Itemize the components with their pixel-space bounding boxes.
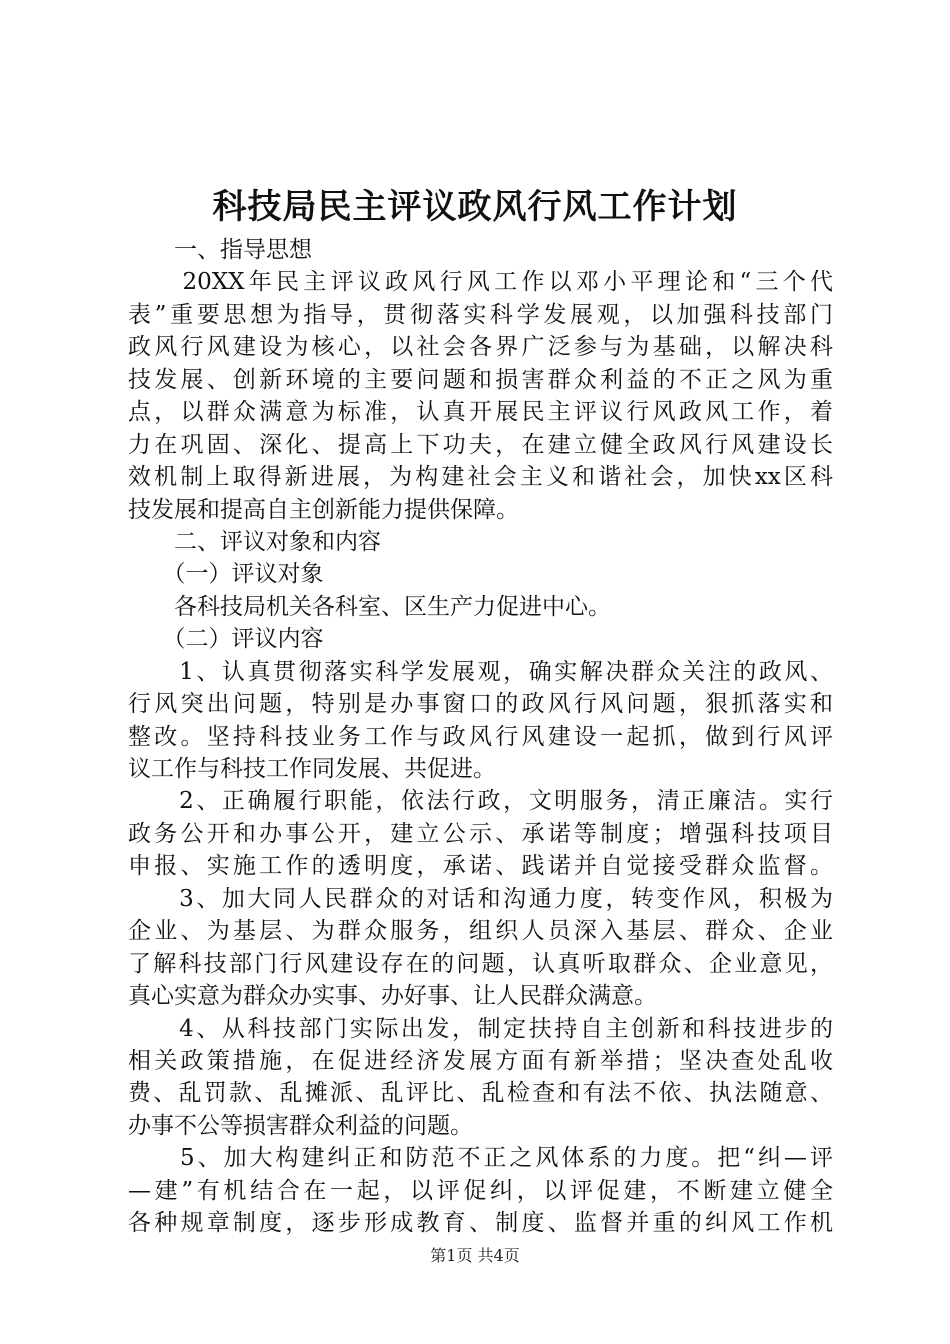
document-title: 科技局民主评议政风行风工作计划 [212,187,738,227]
text-line: 整改。坚持科技业务工作与政风行风建设一起抓，做到行风评 [128,723,833,750]
text-line: 各科技局机关各科室、区生产力促进中心。 [128,593,611,620]
text-line: 点，以群众满意为标准，认真开展民主评议行风政风工作，着 [128,399,833,426]
text-line: 行风突出问题，特别是办事窗口的政风行风问题，狠抓落实和 [128,691,833,718]
document-body [128,234,833,1240]
text-line: 办事不公等损害群众利益的问题。 [128,1112,473,1139]
text-line: 4、从科技部门实际出发，制定扶持自主创新和科技进步的 [128,1015,833,1042]
text-line: 政务公开和办事公开，建立公示、承诺等制度；增强科技项目 [128,820,833,847]
text-line: 政风行风建设为核心，以社会各界广泛参与为基础，以解决科 [128,334,833,361]
page-footer: 第1页 共4页 [430,1246,520,1265]
text-line: 真心实意为群众办实事、办好事、让人民群众满意。 [128,983,657,1010]
text-line: 3、加大同人民群众的对话和沟通力度，转变作风，积极为 [128,885,833,912]
text-line: 技发展、创新环境的主要问题和损害群众利益的不正之风为重 [128,366,833,393]
text-line: （一）评议对象 [128,561,324,588]
text-line: 5、加大构建纠正和防范不正之风体系的力度。把“纠—评 [128,1145,833,1172]
text-line: 二、评议对象和内容 [128,528,381,555]
text-line: 申报、实施工作的透明度，承诺、践诺并自觉接受群众监督。 [128,853,833,880]
text-line: 2、正确履行职能，依法行政，文明服务，清正廉洁。实行 [128,788,833,815]
text-line: 相关政策措施，在促进经济发展方面有新举措；坚决查处乱收 [128,1047,833,1074]
text-line: 企业、为基层、为群众服务，组织人员深入基层、群众、企业 [128,918,833,945]
text-line: （二）评议内容 [128,626,324,653]
text-line: —建”有机结合在一起，以评促纠，以评促建，不断建立健全 [128,1177,833,1204]
text-line: 技发展和提高自主创新能力提供保障。 [128,496,519,523]
text-line: 1、认真贯彻落实科学发展观，确实解决群众关注的政风、 [128,658,833,685]
text-line: 表”重要思想为指导，贯彻落实科学发展观，以加强科技部门 [128,301,833,328]
text-line: 力在巩固、深化、提高上下功夫，在建立健全政风行风建设长 [128,431,833,458]
text-line: 20XX年民主评议政风行风工作以邓小平理论和“三个代 [128,269,833,296]
text-line: 各种规章制度，逐步形成教育、制度、监督并重的纠风工作机 [128,1210,833,1237]
text-line: 一、指导思想 [128,237,312,263]
text-line: 议工作与科技工作同发展、共促进。 [128,756,496,782]
text-line: 效机制上取得新进展，为构建社会主义和谐社会，加快xx区科 [128,464,833,491]
text-line: 费、乱罚款、乱摊派、乱评比、乱检查和有法不依、执法随意、 [128,1080,833,1107]
text-line: 了解科技部门行风建设存在的问题，认真听取群众、企业意见， [128,950,833,977]
